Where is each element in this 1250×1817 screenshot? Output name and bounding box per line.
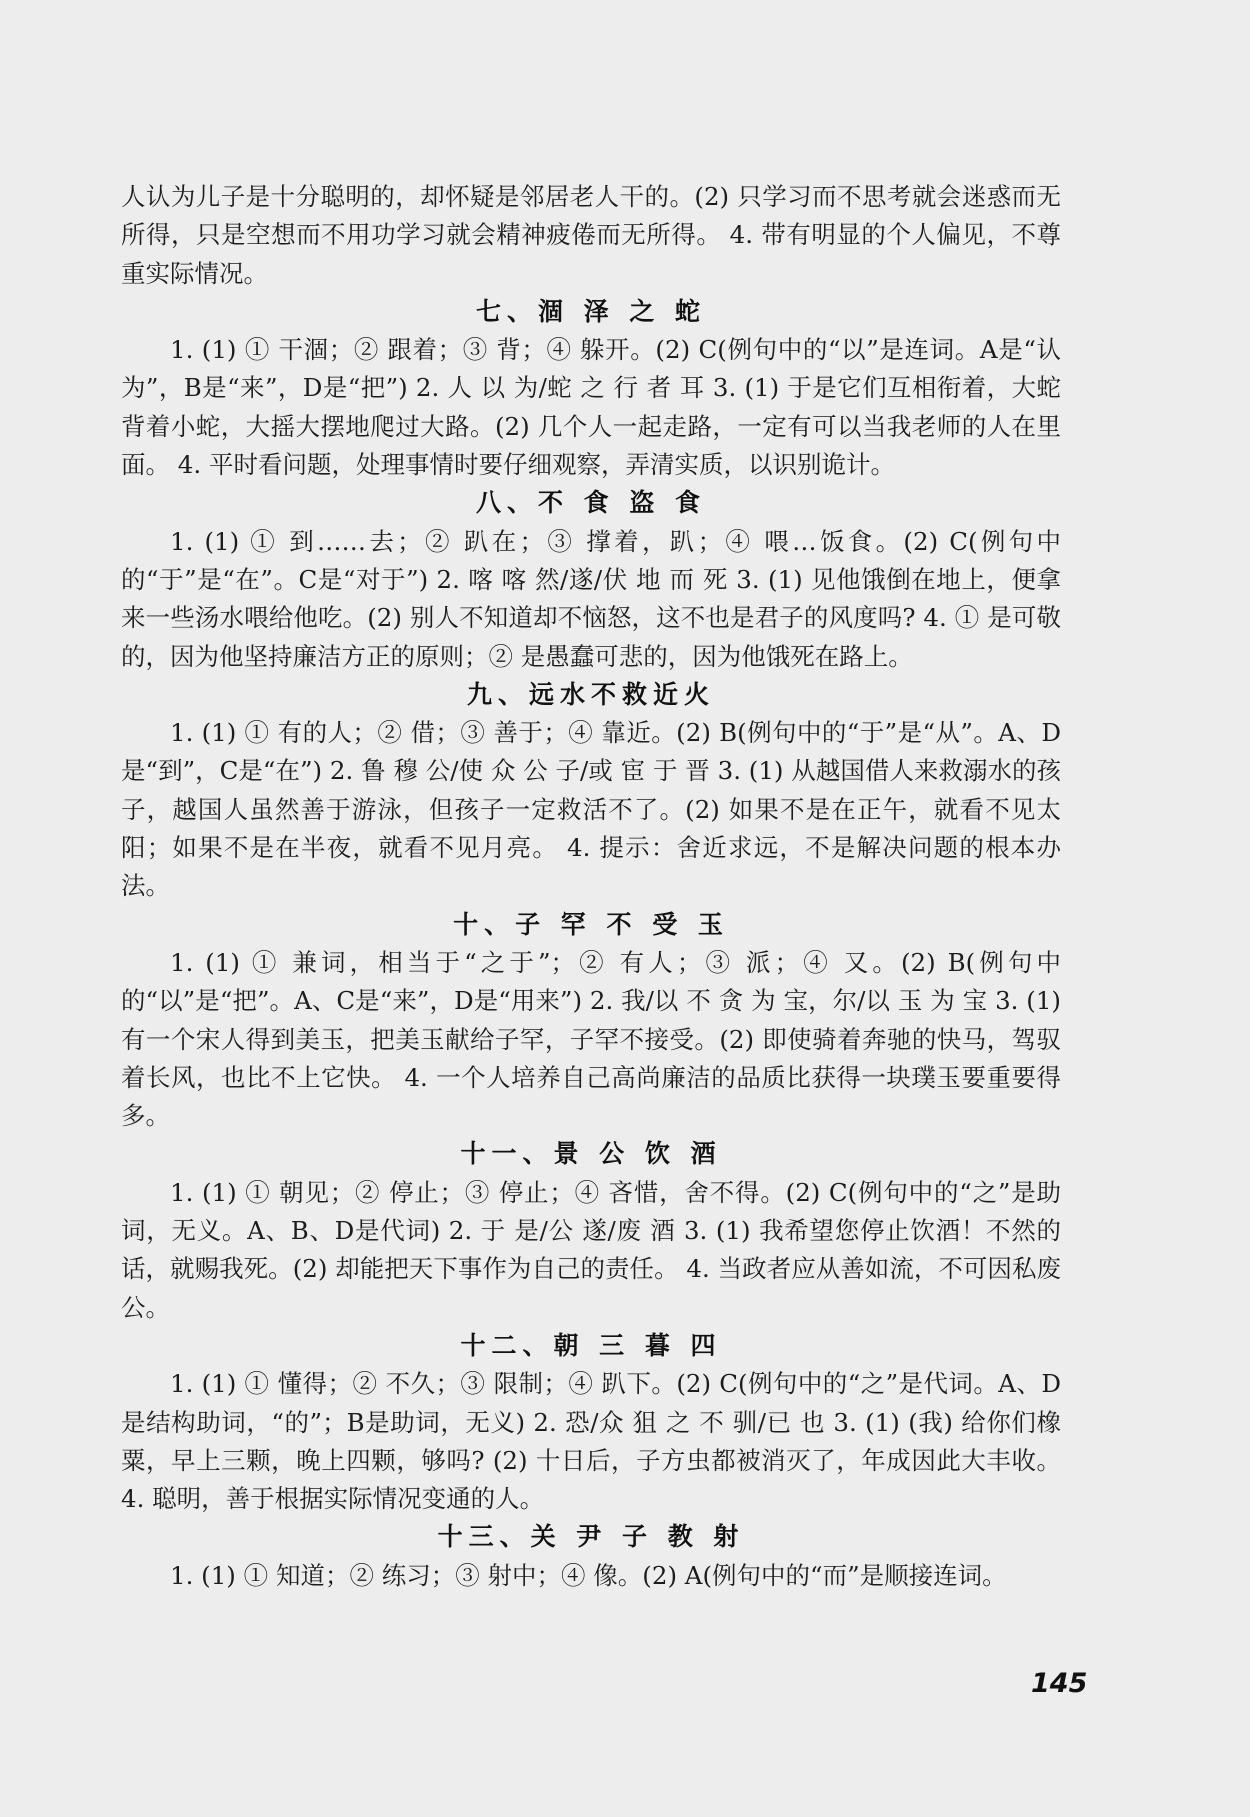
section-answer-text: 1. (1) ① 有的人；② 借；③ 善于；④ 靠近。(2) B(例句中的“于”是“从”。A、D是“到”，C是“在”) 2. 鲁 穆 公/使 众 公 子/或 宦 于 晋 3. (1) 从越国借人来救溺水的孩子，越国人虽然善于游泳，但孩子一定救活不了。(2) 如果不是在正午，就看不见太阳；如果不是在半夜，就看不见月亮。 4. 提示：舍近求远，不是解决问题的根本办法。	[121, 718, 1061, 901]
section-8	[121, 484, 1061, 675]
section-11	[121, 1135, 1061, 1326]
section-answer-text: 1. (1) ① 兼词，相当于“之于”；② 有人；③ 派；④ 又。(2) B(例句中的“以”是“把”。A、C是“来”，D是“用来”) 2. 我/以 不 贪 为 宝，尔/以 玉 为 宝 3. (1) 有一个宋人得到美玉，把美玉献给子罕，子罕不接受。(2) 即使骑着奔驰的快马，驾驭着长风，也比不上它快。 4. 一个人培养自己高尚廉洁的品质比获得一块璞玉要重要得多。	[121, 947, 1061, 1131]
section-answer-text: 1. (1) ① 朝见；② 停止；③ 停止；④ 吝惜，舍不得。(2) C(例句中的“之”是助词，无义。A、B、D是代词) 2. 于 是/公 遂/废 酒 3. (1) 我希望您停止饮酒！不然的话，就赐我死。(2) 却能把天下事作为自己的责任。 4. 当政者应从善如流，不可因私废公。	[121, 1177, 1061, 1322]
section-heading: 七、涸 泽 之 蛇	[475, 296, 707, 326]
section-9	[121, 676, 1061, 906]
section-heading: 八、不 食 盗 食	[475, 488, 707, 518]
section-12	[121, 1327, 1061, 1518]
continued-answer-paragraph: 人认为儿子是十分聪明的，却怀疑是邻居老人干的。(2) 只学习而不思考就会迷惑而无所得，只是空想而不用功学习就会精神疲倦而无所得。 4. 带有明显的个人偏见，不尊重实际情况。	[121, 182, 1061, 288]
section-heading: 十一、景 公 饮 酒	[460, 1139, 722, 1169]
section-7	[121, 293, 1061, 484]
section-answer-text: 1. (1) ① 到……去；② 趴在；③ 撑着，趴；④ 喂…饭食。(2) C(例句中的“于”是“在”。C是“对于”) 2. 喀 喀 然/遂/伏 地 而 死 3. (1) 见他饿倒在地上，便拿来一些汤水喂给他吃。(2) 别人不知道却不恼怒，这不也是君子的风度吗? 4. ① 是可敬的，因为他坚持廉洁方正的原则；② 是愚蠢可悲的，因为他饿死在路上。	[121, 526, 1061, 671]
section-answer-text: 1. (1) ① 干涸；② 跟着；③ 背；④ 躲开。(2) C(例句中的“以”是连词。A是“认为”，B是“来”，D是“把”) 2. 人 以 为/蛇 之 行 者 耳 3. (1) 于是它们互相衔着，大蛇背着小蛇，大摇大摆地爬过大路。(2) 几个人一起走路，一定有可以当我老师的人在里面。 4. 平时看问题，处理事情时要仔细观察，弄清实质，以识别诡计。	[121, 335, 1061, 480]
section-13	[121, 1518, 1061, 1595]
section-answer-text: 1. (1) ① 懂得；② 不久；③ 限制；④ 趴下。(2) C(例句中的“之”是代词。A、D是结构助词，“的”；B是助词，无义) 2. 恐/众 狙 之 不 驯/已 也 3. (1) (我) 给你们橡粟，早上三颗，晚上四颗，够吗? (2) 十日后，子方虫都被消灭了，年成因此大丰收。 4. 聪明，善于根据实际情况变通的人。	[121, 1369, 1061, 1514]
page-number: 145	[1031, 1668, 1088, 1699]
page-content	[121, 178, 1061, 1595]
section-heading: 九、远水不救近火	[466, 679, 715, 709]
section-answer-text: 1. (1) ① 知道；② 练习；③ 射中；④ 像。(2) A(例句中的“而”是顺接连词。	[170, 1560, 1007, 1590]
section-10	[121, 906, 1061, 1136]
section-heading: 十二、朝 三 暮 四	[460, 1330, 722, 1360]
section-heading: 十、子 罕 不 受 玉	[453, 909, 729, 939]
section-heading: 十三、关 尹 子 教 射	[437, 1522, 745, 1552]
